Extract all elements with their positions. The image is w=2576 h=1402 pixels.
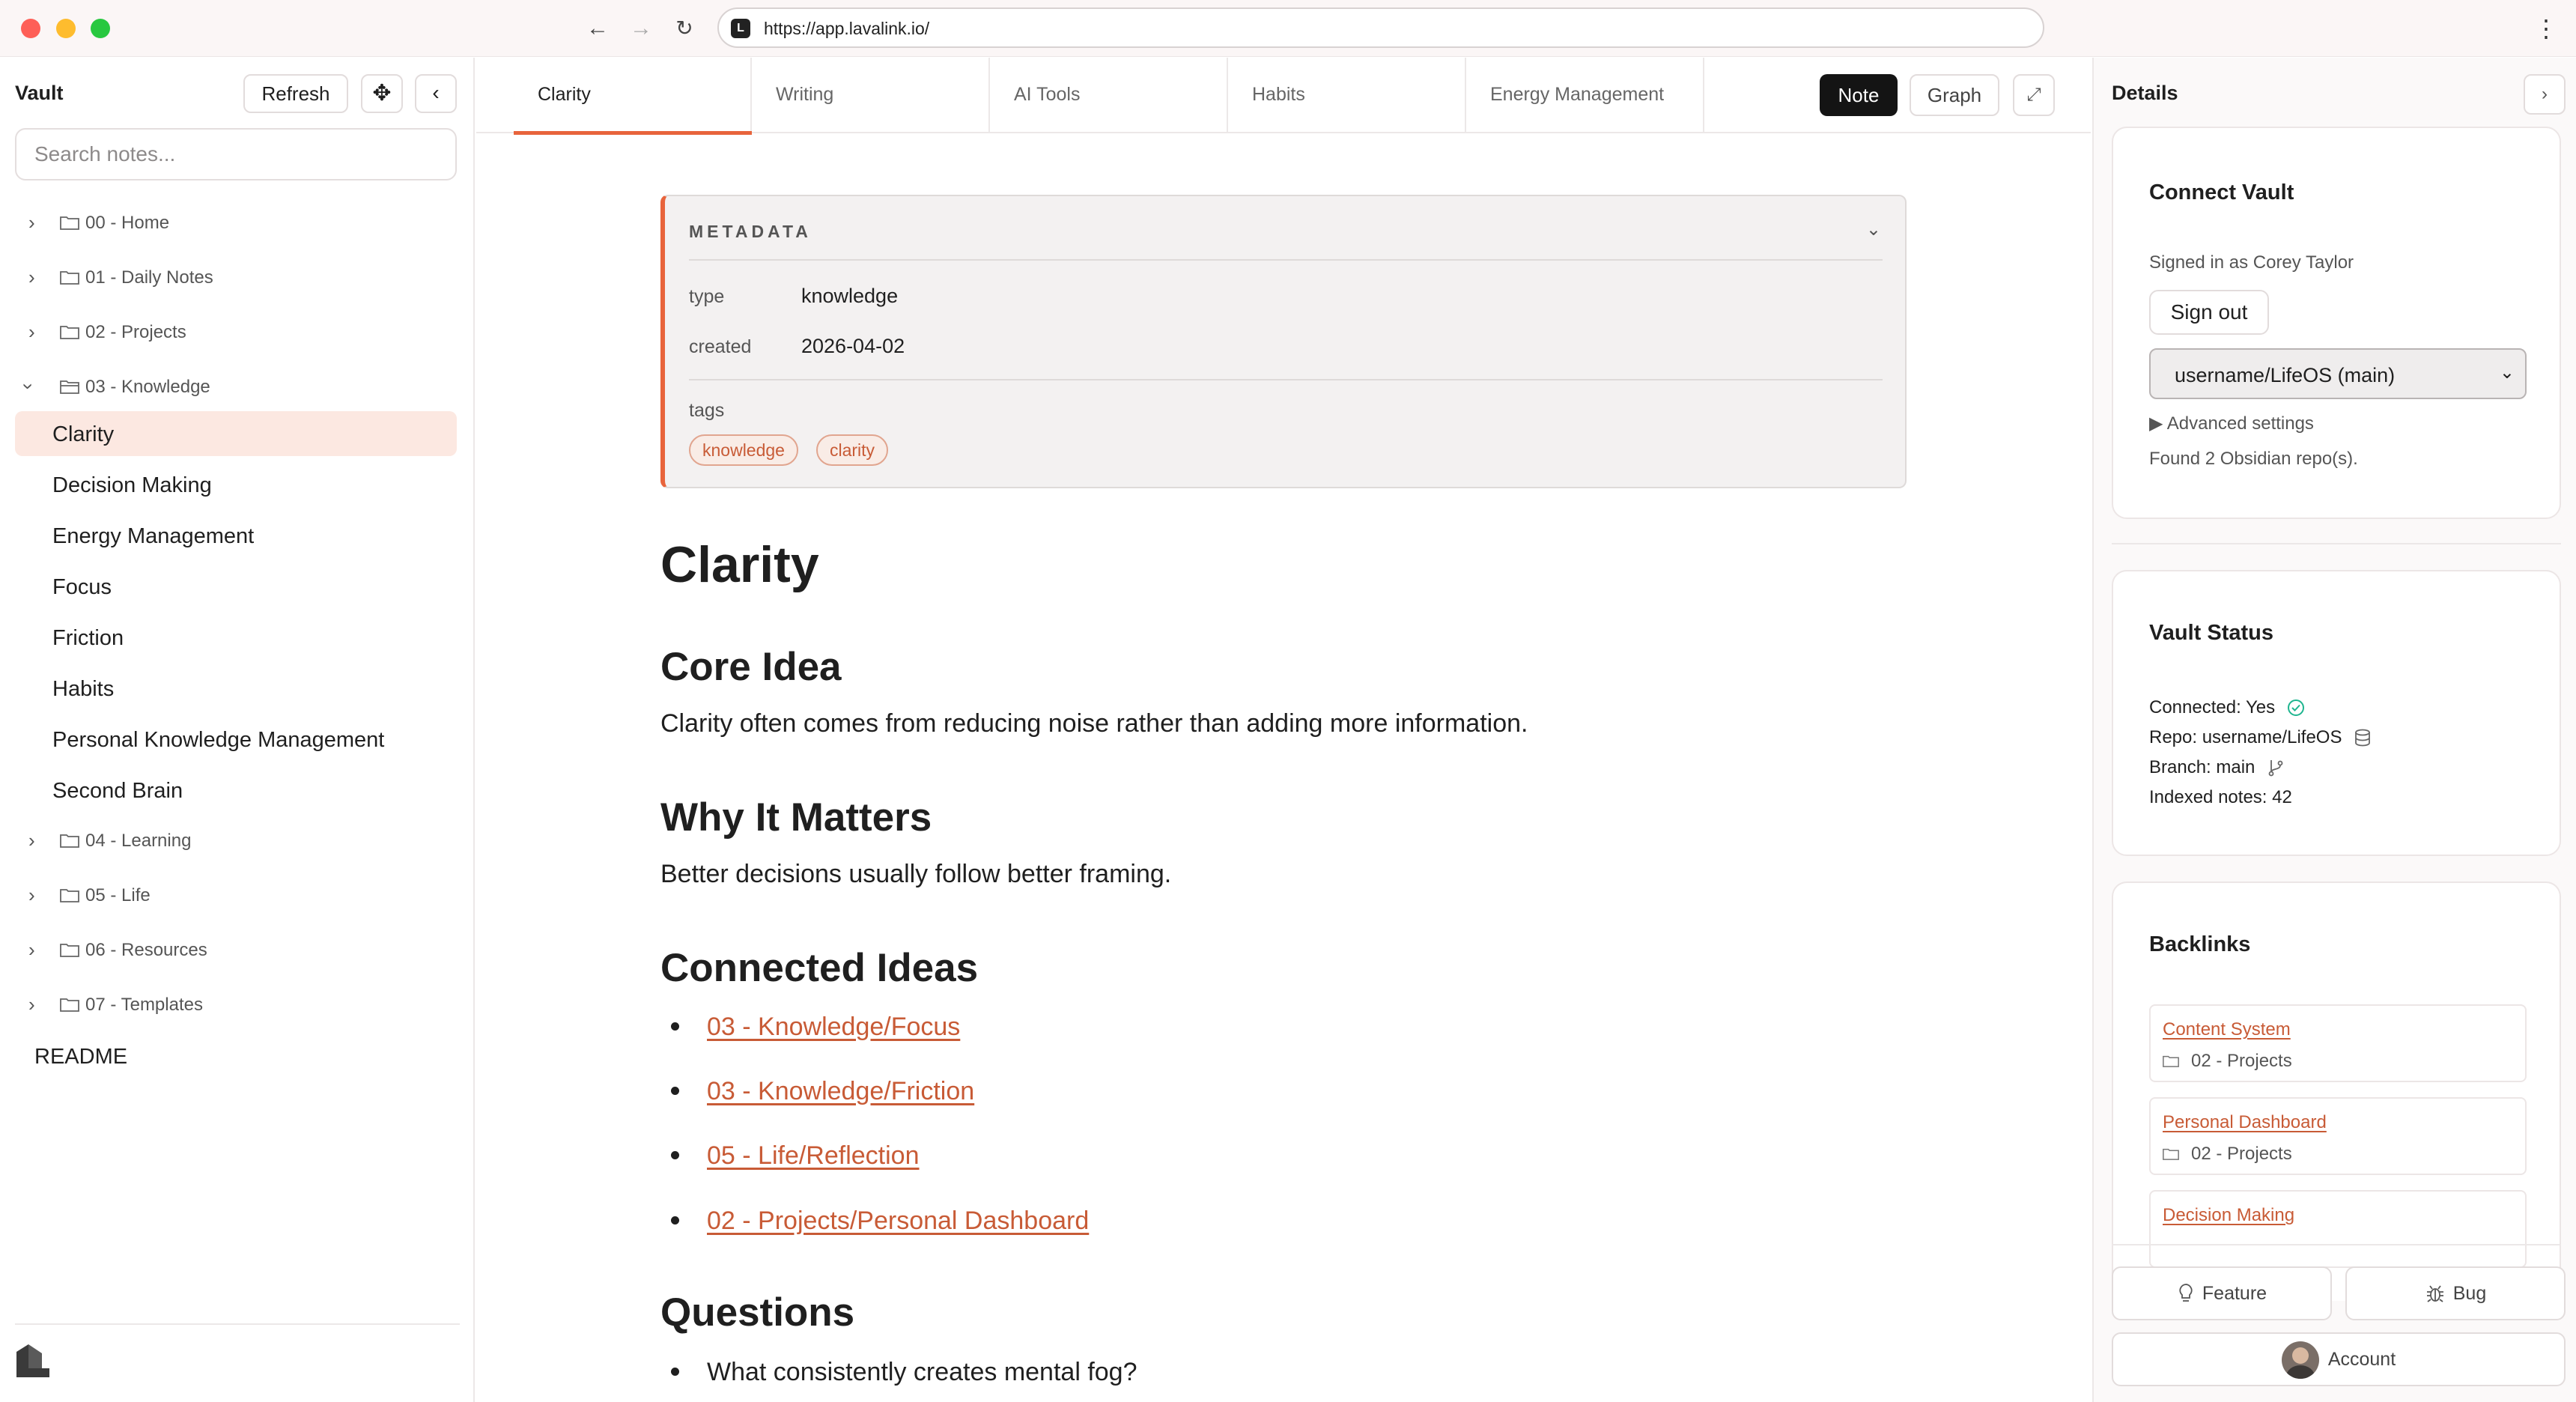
sidebar-title: Vault bbox=[15, 82, 64, 104]
tab-label: AI Tools bbox=[1014, 84, 1081, 105]
bullet bbox=[671, 1151, 679, 1159]
window-maximize-button[interactable] bbox=[91, 19, 110, 38]
folder-icon bbox=[60, 942, 79, 957]
forward-arrow-icon[interactable]: → bbox=[630, 16, 652, 40]
note-label: Energy Management bbox=[52, 524, 255, 548]
meta-created-value: 2026-04-02 bbox=[801, 335, 905, 357]
tab-energy-management[interactable] bbox=[1466, 58, 1704, 133]
meta-type-key: type bbox=[689, 286, 725, 307]
tab-clarity[interactable] bbox=[514, 58, 752, 133]
chevron-right-icon: › bbox=[28, 211, 35, 234]
note-item-second-brain[interactable] bbox=[15, 768, 457, 813]
note-label: Focus bbox=[52, 575, 112, 599]
wiki-link-personal-dashboard[interactable]: 02 - Projects/Personal Dashboard bbox=[707, 1207, 1090, 1235]
site-favicon-icon: L bbox=[731, 19, 750, 38]
move-icon[interactable]: ✥ bbox=[361, 74, 403, 113]
tab-label: Energy Management bbox=[1490, 84, 1665, 105]
chevron-right-icon: › bbox=[28, 993, 35, 1016]
avatar bbox=[2282, 1341, 2319, 1379]
backlink-item[interactable] bbox=[2149, 1097, 2527, 1175]
note-label: Clarity bbox=[52, 422, 115, 446]
backlink-title[interactable]: Decision Making bbox=[2163, 1205, 2295, 1225]
note-item-energy-management[interactable] bbox=[15, 513, 457, 558]
bug-icon bbox=[2425, 1283, 2446, 1304]
note-item-focus[interactable] bbox=[15, 564, 457, 609]
heading-why-it-matters: Why It Matters bbox=[660, 795, 932, 840]
folder-icon bbox=[60, 997, 79, 1012]
account-button[interactable] bbox=[2112, 1332, 2566, 1386]
tab-habits[interactable] bbox=[1228, 58, 1466, 133]
folder-05-life[interactable] bbox=[0, 874, 475, 916]
tab-label: Clarity bbox=[538, 84, 591, 105]
feature-request-button[interactable] bbox=[2112, 1266, 2332, 1320]
bug-report-button[interactable] bbox=[2345, 1266, 2566, 1320]
note-view-button[interactable]: Note bbox=[1820, 74, 1898, 116]
note-label: Decision Making bbox=[52, 473, 212, 497]
folder-label: 04 - Learning bbox=[85, 831, 192, 851]
folder-04-learning[interactable] bbox=[0, 819, 475, 861]
status-indexed: Indexed notes: 42 bbox=[2149, 787, 2292, 807]
wiki-link-focus[interactable]: 03 - Knowledge/Focus bbox=[707, 1013, 961, 1041]
lightbulb-icon bbox=[2177, 1283, 2195, 1304]
tab-label: Habits bbox=[1252, 84, 1305, 105]
note-editor bbox=[476, 58, 2091, 1402]
note-label: Personal Knowledge Management bbox=[52, 728, 385, 752]
note-label: Habits bbox=[52, 677, 115, 701]
note-item-personal-knowledge-management[interactable] bbox=[15, 717, 457, 762]
meta-created-key: created bbox=[689, 336, 752, 357]
folder-label: 05 - Life bbox=[85, 885, 151, 905]
chevron-down-icon: ⌄ bbox=[2499, 362, 2515, 383]
backlink-folder-label: 02 - Projects bbox=[2191, 1051, 2292, 1071]
bug-label: Bug bbox=[2452, 1283, 2487, 1304]
refresh-button[interactable]: Refresh bbox=[243, 74, 348, 113]
database-icon bbox=[2353, 728, 2372, 747]
note-item-clarity[interactable] bbox=[15, 411, 457, 456]
chevron-down-icon[interactable]: ⌄ bbox=[1865, 219, 1881, 240]
browser-toolbar bbox=[0, 0, 2576, 57]
note-label: Second Brain bbox=[52, 779, 183, 803]
reload-icon[interactable]: ↻ bbox=[675, 16, 693, 40]
search-notes-input[interactable] bbox=[15, 128, 457, 180]
graph-view-button[interactable]: Graph bbox=[1910, 74, 1999, 116]
tab-writing[interactable] bbox=[752, 58, 990, 133]
check-circle-icon bbox=[2286, 698, 2306, 717]
note-title: Clarity bbox=[660, 536, 819, 593]
divider bbox=[2112, 543, 2561, 544]
meta-tags-key: tags bbox=[689, 400, 725, 421]
status-branch-text: Branch: main bbox=[2149, 757, 2255, 777]
vault-status-heading: Vault Status bbox=[2149, 621, 2273, 645]
tab-bar bbox=[476, 58, 2091, 133]
back-arrow-icon[interactable]: ← bbox=[586, 16, 609, 40]
folder-icon bbox=[2163, 1147, 2179, 1160]
vault-sidebar bbox=[0, 58, 475, 1402]
folder-03-knowledge[interactable] bbox=[0, 365, 475, 407]
window-close-button[interactable] bbox=[21, 19, 40, 38]
tag-knowledge[interactable]: knowledge bbox=[689, 434, 798, 466]
wiki-link-friction[interactable]: 03 - Knowledge/Friction bbox=[707, 1077, 975, 1105]
address-bar[interactable] bbox=[717, 7, 2044, 48]
repo-select-value: username/LifeOS (main) bbox=[2175, 364, 2396, 386]
sidebar-footer-divider bbox=[15, 1323, 460, 1325]
folder-open-icon bbox=[60, 379, 79, 394]
note-item-decision-making[interactable] bbox=[15, 462, 457, 507]
chevron-right-icon: › bbox=[28, 266, 35, 288]
folder-icon bbox=[60, 887, 79, 902]
browser-menu-icon[interactable]: ⋮ bbox=[2534, 15, 2558, 42]
folder-icon bbox=[60, 833, 79, 848]
folder-label: 00 - Home bbox=[85, 213, 170, 233]
folder-icon bbox=[60, 215, 79, 230]
backlink-folder bbox=[2163, 1144, 2292, 1165]
status-connected bbox=[2149, 697, 2306, 718]
connect-vault-heading: Connect Vault bbox=[2149, 180, 2294, 204]
divider bbox=[689, 379, 1883, 380]
found-repos-text: Found 2 Obsidian repo(s). bbox=[2149, 449, 2358, 469]
meta-type-value: knowledge bbox=[801, 285, 899, 307]
git-branch-icon bbox=[2266, 758, 2285, 777]
backlink-folder-label: 02 - Projects bbox=[2191, 1144, 2292, 1164]
details-title: Details bbox=[2112, 82, 2178, 104]
folder-label: 07 - Templates bbox=[85, 995, 203, 1015]
advanced-settings-toggle[interactable]: ▶ Advanced settings bbox=[2149, 413, 2314, 434]
folder-01-daily-notes[interactable] bbox=[0, 256, 475, 298]
backlinks-card bbox=[2112, 881, 2561, 1301]
paragraph-core-idea: Clarity often comes from reducing noise rather than adding more information. bbox=[660, 709, 1528, 738]
backlink-item[interactable] bbox=[2149, 1004, 2527, 1082]
folder-00-home[interactable] bbox=[0, 201, 475, 243]
divider bbox=[2112, 1244, 2561, 1245]
window-minimize-button[interactable] bbox=[56, 19, 76, 38]
account-label: Account bbox=[2327, 1349, 2396, 1370]
folder-label: 02 - Projects bbox=[85, 322, 186, 342]
note-item-habits[interactable] bbox=[15, 666, 457, 711]
collapse-details-button[interactable]: › bbox=[2524, 74, 2566, 115]
folder-label: 03 - Knowledge bbox=[85, 377, 210, 397]
collapse-sidebar-button[interactable]: ‹ bbox=[415, 74, 457, 113]
details-panel bbox=[2092, 58, 2576, 1402]
paragraph-why-it-matters: Better decisions usually follow better framing. bbox=[660, 860, 1172, 888]
connect-vault-card bbox=[2112, 127, 2561, 519]
chevron-right-icon: › bbox=[28, 321, 35, 343]
chevron-right-icon: › bbox=[28, 884, 35, 906]
backlink-title[interactable]: Content System bbox=[2163, 1019, 2291, 1040]
folder-06-resources[interactable] bbox=[0, 929, 475, 971]
bullet bbox=[671, 1368, 679, 1376]
tag-clarity[interactable]: clarity bbox=[816, 434, 888, 466]
folder-icon bbox=[60, 270, 79, 285]
backlink-item[interactable] bbox=[2149, 1190, 2527, 1268]
bullet bbox=[671, 1087, 679, 1095]
signed-in-text: Signed in as Corey Taylor bbox=[2149, 252, 2354, 273]
folder-icon bbox=[2163, 1054, 2179, 1067]
repo-select[interactable] bbox=[2149, 348, 2527, 399]
backlinks-heading: Backlinks bbox=[2149, 932, 2251, 956]
heading-core-idea: Core Idea bbox=[660, 645, 842, 689]
chevron-right-icon: › bbox=[28, 829, 35, 852]
backlink-title[interactable]: Personal Dashboard bbox=[2163, 1112, 2327, 1132]
expand-icon[interactable]: ⤢ bbox=[2013, 74, 2055, 116]
status-connected-text: Connected: Yes bbox=[2149, 697, 2276, 717]
status-repo bbox=[2149, 727, 2372, 748]
folder-02-projects[interactable] bbox=[0, 311, 475, 353]
status-repo-text: Repo: username/LifeOS bbox=[2149, 727, 2342, 747]
bullet bbox=[671, 1216, 679, 1225]
folder-label: 01 - Daily Notes bbox=[85, 267, 213, 288]
vault-status-card bbox=[2112, 570, 2561, 856]
chevron-down-icon: › bbox=[17, 383, 40, 390]
feature-label: Feature bbox=[2202, 1283, 2267, 1304]
tab-ai-tools[interactable] bbox=[990, 58, 1228, 133]
note-label: Friction bbox=[52, 626, 124, 650]
heading-questions: Questions bbox=[660, 1290, 855, 1335]
chevron-right-icon: › bbox=[28, 938, 35, 961]
bullet bbox=[671, 1022, 679, 1031]
tab-label: Writing bbox=[776, 84, 834, 105]
metadata-panel bbox=[660, 195, 1907, 488]
status-branch bbox=[2149, 757, 2285, 778]
metadata-title: METADATA bbox=[689, 222, 812, 241]
folder-icon bbox=[60, 324, 79, 339]
heading-connected-ideas: Connected Ideas bbox=[660, 946, 979, 990]
folder-label: 06 - Resources bbox=[85, 940, 207, 960]
wiki-link-reflection[interactable]: 05 - Life/Reflection bbox=[707, 1141, 920, 1170]
folder-07-templates[interactable] bbox=[0, 983, 475, 1025]
note-item-friction[interactable] bbox=[15, 615, 457, 660]
divider bbox=[689, 259, 1883, 261]
question-text: What consistently creates mental fog? bbox=[707, 1358, 1137, 1386]
readme-item[interactable]: README bbox=[34, 1045, 128, 1069]
app-logo-icon bbox=[12, 1338, 57, 1383]
url-text[interactable]: https://app.lavalink.io/ bbox=[764, 19, 930, 38]
backlink-folder bbox=[2163, 1051, 2292, 1072]
sign-out-button[interactable]: Sign out bbox=[2149, 290, 2269, 335]
